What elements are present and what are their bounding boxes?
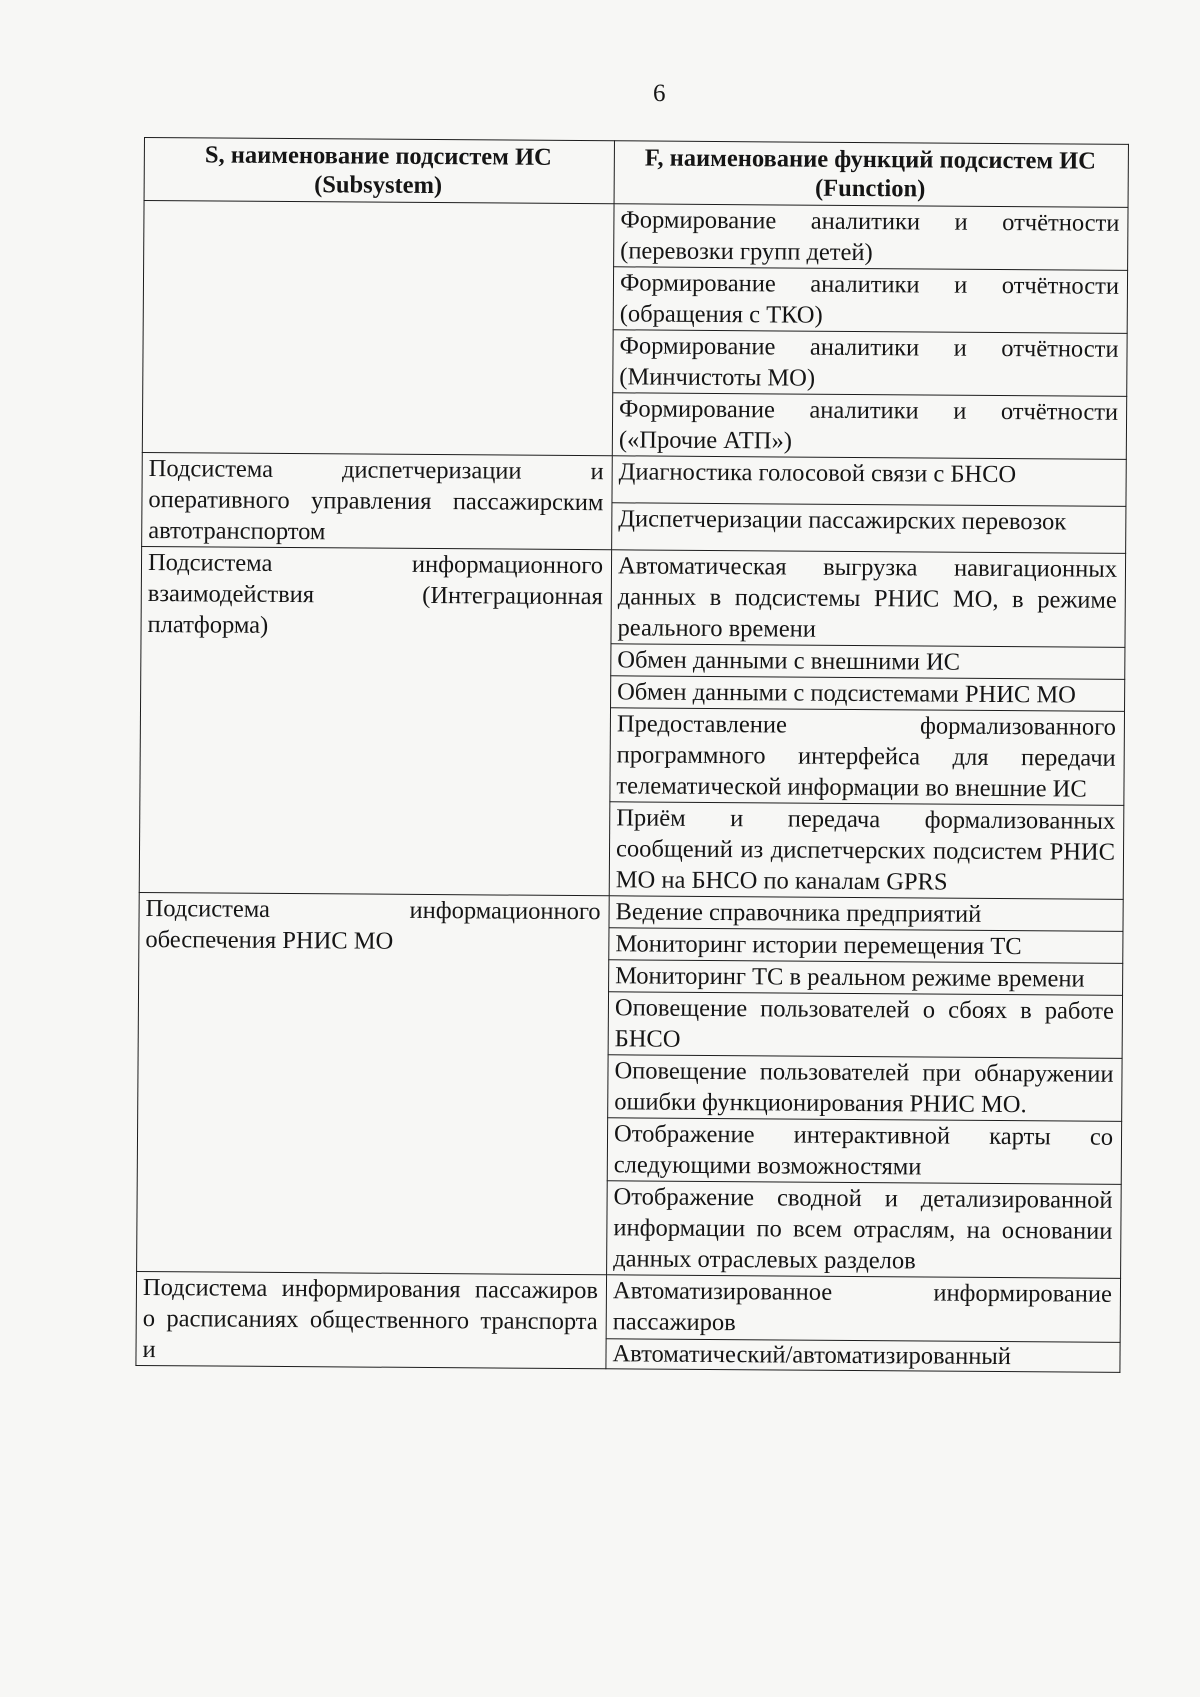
table-header-row — [144, 138, 1128, 208]
function-cell — [609, 896, 1123, 932]
function-cell — [608, 1055, 1122, 1122]
function-name: Отображение сводной и детализированной информации по всем отраслям, на основании данных отраслевых разделов — [613, 1183, 1113, 1275]
table-row — [141, 546, 1126, 647]
function-name: Отображение интерактивной карты со следующими возможностями — [613, 1120, 1114, 1181]
function-cell — [612, 503, 1126, 554]
function-name: Предоставление формализованного программного интерфейса для передачи телематической информации во внешние ИС — [616, 710, 1116, 803]
function-name: Оповещение пользователей о сбоях в работе БНСО — [614, 994, 1115, 1053]
subsystem-cell — [137, 892, 610, 1274]
subsystem-name: Подсистема информационного взаимодействия (Интеграционная платформа) — [147, 549, 604, 639]
function-name: Мониторинг ТС в реальном режиме времени — [615, 962, 1085, 993]
function-cell — [609, 960, 1123, 996]
table-row — [144, 201, 1128, 271]
function-name: Формирование аналитики и отчётности (перевозки групп детей) — [620, 206, 1120, 267]
function-cell — [609, 928, 1123, 964]
function-name: Мониторинг истории перемещения ТС — [615, 930, 1022, 961]
function-cell — [609, 802, 1124, 900]
subsystem-cell — [139, 546, 611, 895]
function-cell — [610, 708, 1125, 806]
table-row — [142, 452, 1126, 506]
function-name: Формирование аналитики и отчётности (Минчистоты МО) — [619, 332, 1119, 392]
function-cell — [611, 550, 1126, 648]
function-cell — [606, 1338, 1120, 1372]
function-name: Оповещение пользователей при обнаружении ошибки функционирования РНИС МО. — [614, 1057, 1114, 1119]
header-subsystem: S, наименование подсистем ИС (Subsystem) — [144, 138, 614, 204]
subsystem-cell — [142, 452, 613, 549]
function-cell — [607, 1118, 1121, 1185]
function-cell — [613, 330, 1127, 397]
function-cell — [612, 456, 1126, 507]
function-name: Приём и передача формализованных сообщений из диспетчерских подсистем РНИС МО на БНСО по каналам GPRS — [615, 804, 1116, 896]
subsystem-cell — [142, 201, 614, 456]
function-name: Обмен данными с подсистемами РНИС МО — [617, 678, 1076, 709]
subsystem-function-table — [135, 137, 1129, 1373]
subsystem-name: Подсистема информирования пассажиров о расписаниях общественного транспорта и — [142, 1274, 599, 1364]
page-number-text: 6 — [653, 80, 666, 107]
function-name: Автоматическая выгрузка навигационных данных в подсистемы РНИС МО, в режиме реального времени — [617, 552, 1118, 643]
function-cell — [608, 992, 1122, 1059]
function-cell — [611, 644, 1125, 680]
subsystem-cell — [136, 1271, 607, 1368]
header-function: F, наименование функций подсистем ИС (Function) — [614, 141, 1128, 208]
function-name: Формирование аналитики и отчётности («Прочие АТП») — [618, 395, 1119, 455]
function-name: Диагностика голосовой связи с БНСО — [618, 458, 1017, 489]
function-cell — [613, 267, 1127, 334]
subsystem-name: Подсистема диспетчеризации и оперативного управления пассажирским автотранспортом — [148, 455, 604, 546]
function-name: Автоматический/автоматизированный — [612, 1339, 1012, 1370]
subsystem-name: Подсистема информационного обеспечения РНИС МО — [145, 895, 601, 955]
function-cell — [611, 676, 1125, 712]
function-name: Формирование аналитики и отчётности (обращения с ТКО) — [619, 269, 1120, 329]
function-name: Автоматизированное информирование пассажиров — [612, 1277, 1113, 1337]
function-name: Диспетчеризации пассажирских перевозок — [618, 505, 1067, 536]
function-name: Ведение справочника предприятий — [615, 898, 982, 928]
function-cell — [606, 1275, 1120, 1342]
table-row — [136, 1271, 1120, 1342]
table-row — [139, 892, 1123, 931]
function-cell — [612, 393, 1126, 460]
function-cell — [614, 204, 1128, 271]
function-name: Обмен данными с внешними ИС — [617, 646, 961, 676]
function-cell — [607, 1181, 1122, 1279]
